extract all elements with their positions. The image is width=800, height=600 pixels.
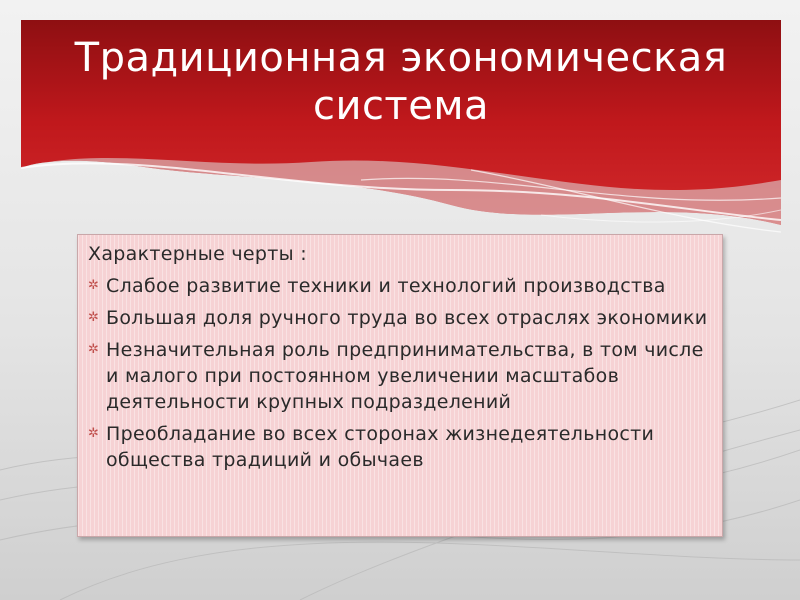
intro-text: Характерные черты : [88,243,307,265]
content-box [77,234,723,537]
list-item-text: Преобладание во всех сторонах жизнедеятельности общества традиций и обычаев [106,423,655,471]
list-item [88,305,712,331]
list-item [88,337,712,415]
list-item-text: Большая доля ручного труда во всех отраслях экономики [106,307,708,329]
list-item-text: Незначительная роль предпринимательства, в том числе и малого при постоянном увеличении масштабов деятельности крупных подразделений [106,339,704,413]
feature-list [88,273,712,473]
star-bullet-icon: ✲ [88,310,100,325]
list-item-text: Слабое развитие техники и технологий производства [106,275,666,297]
slide-title-line-1: Традиционная экономическая [74,35,728,81]
list-item [88,421,712,473]
star-bullet-icon: ✲ [88,278,100,293]
list-item [88,273,712,299]
star-bullet-icon: ✲ [88,426,100,441]
slide-title-line-2: система [312,83,490,129]
star-bullet-icon: ✲ [88,342,100,357]
slide-title [21,34,781,130]
